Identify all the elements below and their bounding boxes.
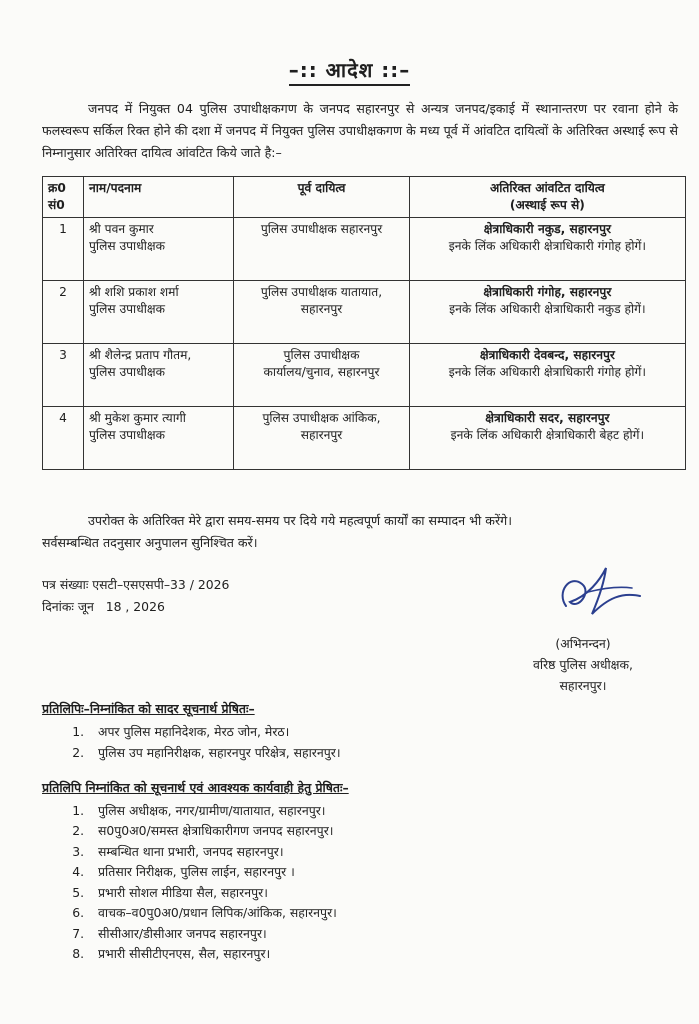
list-item: 1. पुलिस अधीक्षक, नगर/ग्रामीण/यातायात, सहारनपुर। — [88, 801, 349, 822]
copy-info-heading: प्रतिलिपिः–निम्नांकित को सादर सूचनार्थ प्रेषितः– — [42, 701, 255, 716]
list-item: 7. सीसीआर/डीसीआर जनपद सहारनपुर। — [88, 924, 349, 945]
header-serial: क्र0 सं0 — [43, 177, 84, 218]
order-title-text: –:: आदेश ::– — [289, 56, 411, 86]
header-name: नाम/पदनाम — [84, 177, 234, 218]
table-row — [43, 407, 686, 470]
closing-line-2: सर्वसम्बन्धित तदनुसार अनुपालन सुनिश्चित करें। — [42, 535, 258, 550]
row-name: श्री मुकेश कुमार त्यागी पुलिस उपाधीक्षक — [84, 407, 234, 470]
row-previous: पुलिस उपाधीक्षक यातायात, सहारनपुर — [234, 281, 410, 344]
row-name: श्री शैलेन्द्र प्रताप गौतम, पुलिस उपाधीक्षक — [84, 344, 234, 407]
signer-designation: वरिष्ठ पुलिस अधीक्षक, — [533, 657, 633, 672]
row-serial: 2 — [43, 281, 84, 344]
list-item: 2. स0पु0अ0/समस्त क्षेत्राधिकारीगण जनपद सहारनपुर। — [88, 821, 349, 842]
signer-block — [498, 633, 668, 696]
row-previous: पुलिस उपाधीक्षक आंकिक, सहारनपुर — [234, 407, 410, 470]
header-additional: अतिरिक्त आंवटित दायित्व (अस्थाई रूप से) — [409, 177, 685, 218]
list-item: 3. सम्बन्धित थाना प्रभारी, जनपद सहारनपुर। — [88, 842, 349, 863]
header-previous: पूर्व दायित्व — [234, 177, 410, 218]
row-serial: 3 — [43, 344, 84, 407]
row-serial: 4 — [43, 407, 84, 470]
signer-place: सहारनपुर। — [559, 678, 607, 693]
table-header-row — [43, 177, 686, 218]
copy-action-heading: प्रतिलिपि निम्नांकित को सूचनार्थ एवं आवश्यक कार्यवाही हेतु प्रेषितः– — [42, 780, 349, 795]
list-item: 1. अपर पुलिस महानिदेशक, मेरठ जोन, मेरठ। — [88, 721, 341, 742]
copy-action-section — [42, 778, 349, 965]
list-item: 8. प्रभारी सीसीटीएनएस, सैल, सहारनपुर। — [88, 944, 349, 965]
row-additional: क्षेत्राधिकारी देवबन्द, सहारनपुर इनके लिंक अधिकारी क्षेत्राधिकारी गंगोह होगें। — [409, 344, 685, 407]
copy-action-list — [42, 801, 349, 965]
row-name: श्री पवन कुमार पुलिस उपाधीक्षक — [84, 218, 234, 281]
order-title — [0, 56, 699, 86]
row-additional: क्षेत्राधिकारी नकुड, सहारनपुर इनके लिंक अधिकारी क्षेत्राधिकारी गंगोह होगें। — [409, 218, 685, 281]
closing-paragraph — [42, 510, 682, 554]
list-item: 5. प्रभारी सोशल मीडिया सैल, सहारनपुर। — [88, 883, 349, 904]
row-previous: पुलिस उपाधीक्षक सहारनपुर — [234, 218, 410, 281]
list-item: 6. वाचक–व0पु0अ0/प्रधान लिपिक/आंकिक, सहारनपुर। — [88, 903, 349, 924]
row-serial: 1 — [43, 218, 84, 281]
letter-date: दिनांकः जून 18 , 2026 — [42, 599, 165, 614]
table-row — [43, 218, 686, 281]
closing-line-1: उपरोक्त के अतिरिक्त मेरे द्वारा समय-समय पर दिये गये महत्वपूर्ण कार्यों का सम्पादन भी करेंगे। — [88, 513, 512, 528]
intro-paragraph — [42, 98, 678, 164]
row-name: श्री शशि प्रकाश शर्मा पुलिस उपाधीक्षक — [84, 281, 234, 344]
letter-number: पत्र संख्याः एसटी–एसएसपी–33 / 2026 — [42, 577, 230, 592]
table-row — [43, 281, 686, 344]
list-item: 4. प्रतिसार निरीक्षक, पुलिस लाईन, सहारनपुर । — [88, 862, 349, 883]
intro-text: जनपद में नियुक्त 04 पुलिस उपाधीक्षकगण के जनपद सहारनपुर से अन्यत्र जनपद/इकाई में स्थानान्तरण पर रवाना होने के फलस्वरूप सर्किल रिक्त होने की दशा में जनपद में नियुक्त पुलिस उपाधीक्षकगण के मध्य पूर्व में आंवटित दायित्वों के अतिरिक्त अस्थाई रूप से निम्नानुसार अतिरिक्त दायित्व आंवटित किये जाते है:– — [42, 101, 678, 160]
signer-name: (अभिनन्दन) — [555, 636, 611, 651]
row-additional: क्षेत्राधिकारी सदर, सहारनपुर इनके लिंक अधिकारी क्षेत्राधिकारी बेहट होगें। — [409, 407, 685, 470]
assignment-table — [42, 176, 686, 470]
reference-block — [42, 574, 229, 618]
row-additional: क्षेत्राधिकारी गंगोह, सहारनपुर इनके लिंक अधिकारी क्षेत्राधिकारी नकुड होगें। — [409, 281, 685, 344]
signature-icon — [548, 562, 668, 622]
row-previous: पुलिस उपाधीक्षक कार्यालय/चुनाव, सहारनपुर — [234, 344, 410, 407]
copy-info-list — [42, 721, 341, 763]
list-item: 2. पुलिस उप महानिरीक्षक, सहारनपुर परिक्षेत्र, सहारनपुर। — [88, 742, 341, 763]
copy-info-section — [42, 698, 341, 763]
table-row — [43, 344, 686, 407]
